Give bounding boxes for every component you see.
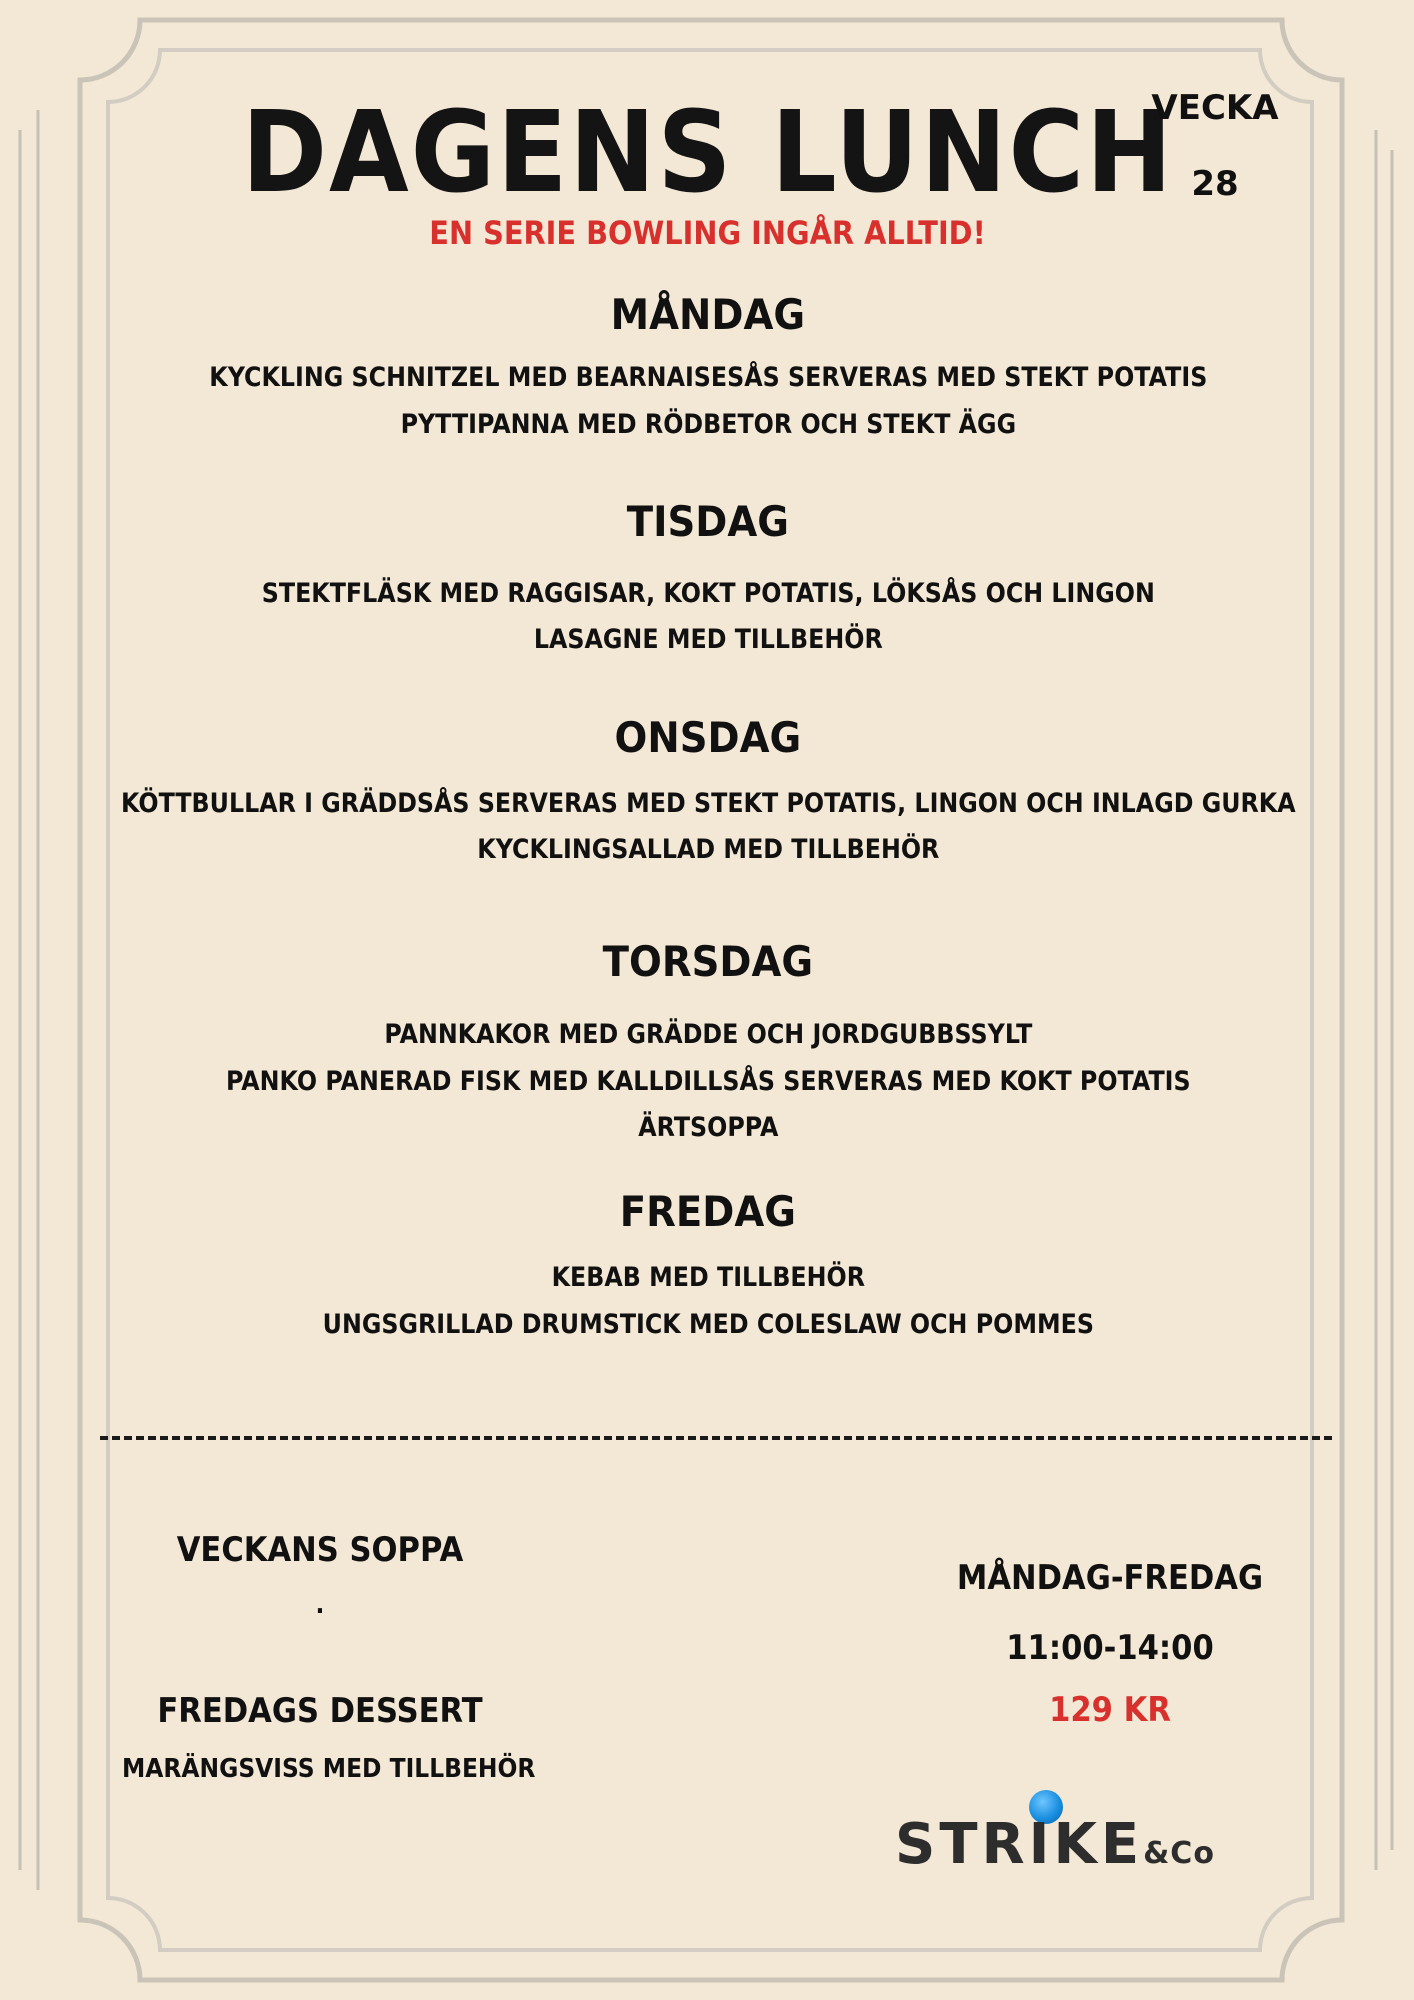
- dish-monday-1: KYCKLING SCHNITZEL MED BEARNAISESÅS SERVERAS MED STEKT POTATIS: [209, 362, 1208, 393]
- dashed-divider: [100, 1436, 1332, 1440]
- dessert-heading: FREDAGS DESSERT: [157, 1691, 483, 1731]
- day-heading-thursday: TORSDAG: [602, 937, 814, 986]
- day-heading-monday: MÅNDAG: [610, 290, 806, 339]
- dish-thursday-1: PANNKAKOR MED GRÄDDE OCH JORDGUBBSSYLT: [384, 1019, 1033, 1050]
- dish-friday-1: KEBAB MED TILLBEHÖR: [551, 1262, 866, 1293]
- week-indicator: [1110, 70, 1320, 222]
- serving-hours: 11:00-14:00: [1006, 1628, 1214, 1668]
- price: 129 KR: [1049, 1690, 1171, 1730]
- logo-text: STRIKE: [895, 1812, 1144, 1877]
- dish-tuesday-2: LASAGNE MED TILLBEHÖR: [533, 624, 883, 655]
- dish-monday-2: PYTTIPANNA MED RÖDBETOR OCH STEKT ÄGG: [400, 409, 1017, 440]
- dessert-text: MARÄNGSVISS MED TILLBEHÖR: [122, 1754, 536, 1784]
- dish-friday-2: UNGSGRILLAD DRUMSTICK MED COLESLAW OCH POMMES: [322, 1309, 1094, 1340]
- dish-thursday-3: ÄRTSOPPA: [638, 1112, 779, 1143]
- strike-logo: [895, 1790, 1255, 1880]
- logo-suffix: &Co: [1143, 1836, 1215, 1871]
- soup-text: .: [315, 1590, 325, 1620]
- serving-days: MÅNDAG-FREDAG: [956, 1558, 1264, 1598]
- week-number: 28: [1191, 164, 1239, 204]
- dish-tuesday-1: STEKTFLÄSK MED RAGGISAR, KOKT POTATIS, LÖKSÅS OCH LINGON: [261, 578, 1155, 609]
- day-heading-tuesday: TISDAG: [626, 497, 790, 546]
- dish-thursday-2: PANKO PANERAD FISK MED KALLDILLSÅS SERVERAS MED KOKT POTATIS: [226, 1066, 1191, 1097]
- dish-wednesday-1: KÖTTBULLAR I GRÄDDSÅS SERVERAS MED STEKT POTATIS, LINGON OCH INLAGD GURKA: [121, 788, 1296, 819]
- day-heading-friday: FREDAG: [619, 1187, 796, 1236]
- soup-heading: VECKANS SOPPA: [176, 1530, 464, 1570]
- logo-wordmark: [895, 1812, 1215, 1877]
- day-heading-wednesday: ONSDAG: [614, 713, 802, 762]
- week-label: VECKA: [1151, 88, 1279, 128]
- subtitle: EN SERIE BOWLING INGÅR ALLTID!: [429, 214, 986, 252]
- page-title: DAGENS LUNCH: [241, 88, 1175, 218]
- dish-wednesday-2: KYCKLINGSALLAD MED TILLBEHÖR: [477, 834, 940, 865]
